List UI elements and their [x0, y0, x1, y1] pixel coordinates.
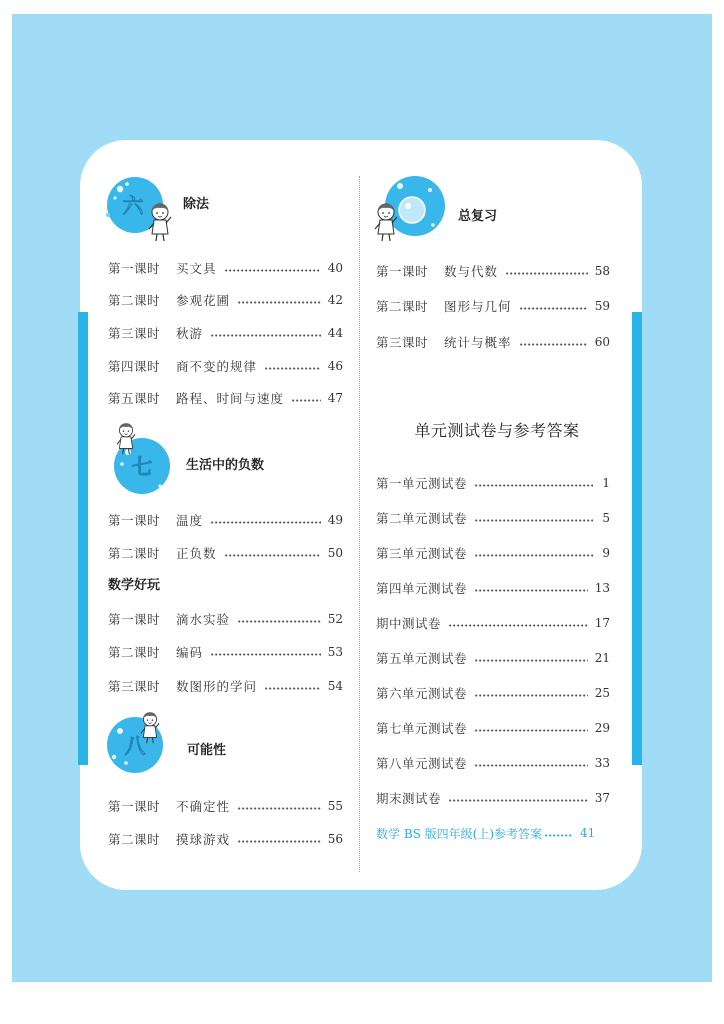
lesson-topic: 温度: [176, 513, 204, 528]
dot-leader: [211, 653, 321, 656]
unit-8-badge: [100, 705, 184, 785]
lesson-label: 第二课时: [108, 645, 161, 660]
dot-leader: [238, 840, 321, 843]
lesson-row: [108, 642, 343, 662]
page-number: 54: [327, 679, 343, 693]
page-number: 41: [580, 826, 596, 840]
lesson-topic: 编码: [176, 645, 204, 660]
lesson-row: [108, 676, 343, 696]
lesson-row: [108, 290, 343, 310]
lesson-topic: 统计与概率: [444, 335, 512, 350]
lesson-row: [376, 261, 610, 281]
page-number: 60: [594, 335, 610, 349]
lesson-row: [108, 356, 343, 376]
page-number: 58: [594, 264, 610, 278]
lesson-topic: 数图形的学问: [176, 679, 258, 694]
lesson-label: 第一课时: [376, 264, 429, 279]
lesson-label: 第三课时: [376, 335, 429, 350]
lesson-row: [108, 609, 343, 629]
lesson-row: [108, 323, 343, 343]
unit-numeral: 六: [122, 194, 144, 218]
lesson-topic: 买文具: [176, 261, 217, 276]
dot-leader: [475, 554, 593, 557]
unit-8-title: 可能性: [187, 743, 227, 758]
bubble-icon: [431, 223, 435, 227]
test-row: [376, 648, 610, 668]
dot-leader: [475, 484, 593, 487]
dot-leader: [211, 521, 321, 524]
unit-numeral: 七: [131, 455, 153, 479]
dot-leader: [449, 624, 588, 627]
lesson-row: [108, 388, 343, 408]
test-row: [376, 753, 610, 773]
bubble-icon: [120, 462, 124, 466]
bubble-icon: [124, 761, 128, 765]
bubble-icon: [113, 196, 116, 199]
dot-leader: [475, 729, 588, 732]
bubble-icon: [158, 484, 161, 487]
page-number: 29: [594, 721, 610, 735]
lesson-label: 第一课时: [108, 513, 161, 528]
page-number: 46: [327, 359, 343, 373]
test-row: [376, 788, 610, 808]
unit-numeral: 八: [124, 734, 146, 758]
unit-6-badge: [100, 170, 180, 254]
bubble-icon: [117, 728, 123, 734]
dot-leader: [292, 399, 321, 402]
page-number: 56: [327, 832, 343, 846]
page-number: 17: [594, 616, 610, 630]
page-number: 9: [602, 546, 610, 560]
unit-7-badge: [100, 420, 184, 504]
dot-leader: [225, 554, 321, 557]
dot-leader: [475, 519, 593, 522]
test-title: 第七单元测试卷: [376, 721, 468, 736]
bubble-icon: [112, 755, 116, 759]
dot-leader: [265, 367, 321, 370]
dot-leader: [506, 272, 588, 275]
dot-leader: [520, 307, 588, 310]
dot-leader: [520, 343, 588, 346]
dot-leader: [211, 334, 321, 337]
answers-row: [376, 823, 610, 843]
page-number: 1: [602, 476, 610, 490]
test-row: [376, 543, 610, 563]
left-edge-tab: [78, 312, 88, 765]
page-number: 53: [327, 645, 343, 659]
lesson-topic: 滴水实验: [176, 612, 231, 627]
page-number: 50: [327, 546, 343, 560]
lesson-row: [108, 796, 343, 816]
lesson-row: [108, 258, 343, 278]
lesson-label: 第二课时: [108, 832, 161, 847]
lesson-label: 第三课时: [108, 679, 161, 694]
lesson-topic: 秋游: [176, 326, 204, 341]
page-number: 37: [594, 791, 610, 805]
unit-7-title: 生活中的负数: [186, 458, 265, 473]
page-number: 44: [327, 326, 343, 340]
review-title: 总复习: [458, 209, 498, 224]
lesson-topic: 正负数: [176, 546, 217, 561]
test-title: 第四单元测试卷: [376, 581, 468, 596]
test-title: 期末测试卷: [376, 791, 442, 806]
page-number: 33: [594, 756, 610, 770]
review-badge: [370, 170, 450, 250]
lesson-label: 第一课时: [108, 799, 161, 814]
test-row: [376, 473, 610, 493]
bubble-icon: [125, 182, 129, 186]
page-number: 47: [327, 391, 343, 405]
lesson-topic: 图形与几何: [444, 299, 512, 314]
bubble-icon: [106, 213, 110, 217]
dot-leader: [545, 834, 573, 837]
lesson-label: 第二课时: [376, 299, 429, 314]
test-row: [376, 613, 610, 633]
test-row: [376, 718, 610, 738]
answers-title: 数学 BS 版四年级(上)参考答案: [376, 826, 543, 841]
lesson-topic: 商不变的规律: [176, 359, 258, 374]
tests-heading: 单元测试卷与参考答案: [414, 421, 580, 440]
test-title: 第三单元测试卷: [376, 546, 468, 561]
lesson-row: [376, 296, 610, 316]
page-number: 55: [327, 799, 343, 813]
lesson-row: [376, 332, 610, 352]
page-number: 52: [327, 612, 343, 626]
dot-leader: [475, 589, 588, 592]
lesson-topic: 不确定性: [176, 799, 231, 814]
page-number: 49: [327, 513, 343, 527]
bubble-icon: [428, 188, 432, 192]
page-number: 21: [594, 651, 610, 665]
dot-leader: [475, 764, 588, 767]
lesson-row: [108, 829, 343, 849]
lesson-label: 第二课时: [108, 293, 161, 308]
lesson-topic: 数与代数: [444, 264, 499, 279]
math-fun-title: 数学好玩: [108, 578, 161, 593]
dot-leader: [475, 659, 588, 662]
dot-leader: [238, 807, 321, 810]
lesson-label: 第四课时: [108, 359, 161, 374]
test-title: 第八单元测试卷: [376, 756, 468, 771]
test-title: 第六单元测试卷: [376, 686, 468, 701]
right-edge-tab: [632, 312, 642, 765]
page-number: 5: [602, 511, 610, 525]
test-title: 期中测试卷: [376, 616, 442, 631]
dot-leader: [238, 620, 321, 623]
test-title: 第一单元测试卷: [376, 476, 468, 491]
dot-leader: [225, 269, 321, 272]
test-row: [376, 578, 610, 598]
bubble-icon: [405, 203, 411, 209]
page-number: 42: [327, 293, 343, 307]
lesson-topic: 路程、时间与速度: [176, 391, 285, 406]
test-title: 第五单元测试卷: [376, 651, 468, 666]
bubble-icon: [397, 183, 403, 189]
test-row: [376, 508, 610, 528]
page-number: 25: [594, 686, 610, 700]
test-row: [376, 683, 610, 703]
dot-leader: [475, 694, 588, 697]
ball-icon: [399, 197, 425, 223]
lesson-row: [108, 510, 343, 530]
lesson-label: 第五课时: [108, 391, 161, 406]
lesson-label: 第一课时: [108, 261, 161, 276]
column-divider: [359, 176, 360, 872]
lesson-topic: 参观花圃: [176, 293, 231, 308]
page-number: 59: [594, 299, 610, 313]
unit-6-title: 除法: [183, 197, 210, 212]
lesson-label: 第三课时: [108, 326, 161, 341]
lesson-topic: 摸球游戏: [176, 832, 231, 847]
bubble-icon: [125, 449, 131, 455]
bubble-icon: [117, 186, 123, 192]
page-number: 13: [594, 581, 610, 595]
lesson-row: [108, 543, 343, 563]
page-number: 40: [327, 261, 343, 275]
lesson-label: 第二课时: [108, 546, 161, 561]
dot-leader: [449, 799, 588, 802]
dot-leader: [265, 687, 321, 690]
test-title: 第二单元测试卷: [376, 511, 468, 526]
dot-leader: [238, 301, 321, 304]
lesson-label: 第一课时: [108, 612, 161, 627]
